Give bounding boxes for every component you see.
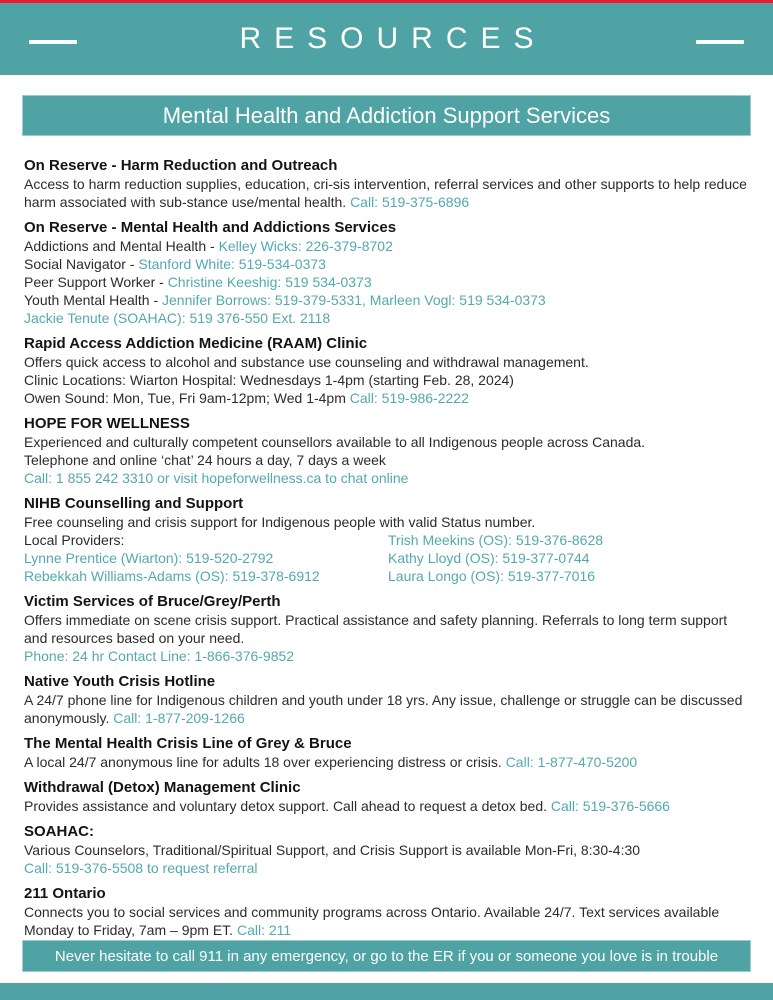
resource-section bbox=[24, 822, 748, 877]
contact-link[interactable]: Laura Longo (OS): 519-377-7016 bbox=[388, 568, 596, 584]
contact-link[interactable]: Stanford White: 519-534-0373 bbox=[138, 256, 326, 272]
header-dash-right-icon bbox=[696, 40, 744, 44]
resource-section bbox=[24, 218, 748, 327]
section-line bbox=[24, 291, 748, 309]
section-title: NIHB Counselling and Support bbox=[24, 495, 244, 512]
emergency-note-banner bbox=[22, 940, 751, 972]
section-title: 211 Ontario bbox=[24, 885, 106, 902]
contact-link[interactable]: Call: 519-986-2222 bbox=[349, 390, 469, 406]
provider-row bbox=[24, 531, 748, 549]
resource-section bbox=[24, 734, 748, 771]
body-text: Various Counselors, Traditional/Spiritual Support, and Crisis Support is available Mon-Fri, 8:30-4:30 bbox=[24, 842, 641, 858]
section-line bbox=[24, 647, 748, 665]
contact-link[interactable]: Lynne Prentice (Wiarton): 519-520-2792 bbox=[24, 550, 274, 566]
body-text: Experienced and culturally competent counsellors available to all Indigenous people across Canada. bbox=[24, 434, 646, 450]
body-text: Free counseling and crisis support for Indigenous people with valid Status number. bbox=[24, 514, 536, 530]
section-line bbox=[24, 903, 748, 938]
section-title: On Reserve - Mental Health and Addictions Services bbox=[24, 219, 397, 236]
section-line bbox=[24, 433, 748, 451]
section-banner bbox=[22, 95, 751, 136]
contact-link[interactable]: Kelley Wicks: 226-379-8702 bbox=[218, 238, 393, 254]
section-line bbox=[24, 859, 748, 877]
contact-link[interactable]: Kathy Lloyd (OS): 519-377-0744 bbox=[388, 550, 590, 566]
emergency-note-text: Never hesitate to call 911 in any emergency, or go to the ER if you or someone you love is in trouble bbox=[54, 947, 719, 965]
section-line bbox=[24, 371, 748, 389]
contact-link[interactable]: Call: 519-376-5666 bbox=[550, 798, 670, 814]
resource-section bbox=[24, 494, 748, 585]
section-title: On Reserve - Harm Reduction and Outreach bbox=[24, 157, 338, 174]
resource-section bbox=[24, 156, 748, 211]
section-line bbox=[24, 389, 748, 407]
section-banner-title: Mental Health and Addiction Support Services bbox=[162, 102, 611, 128]
section-line bbox=[24, 273, 748, 291]
section-title: Withdrawal (Detox) Management Clinic bbox=[24, 779, 301, 796]
header-band bbox=[0, 3, 773, 75]
resource-section bbox=[24, 884, 748, 938]
contact-link[interactable]: Phone: 24 hr Contact Line: 1-866-376-9852 bbox=[24, 648, 295, 664]
contact-link[interactable]: Call: 1 855 242 3310 or visit hopeforwellness.ca to chat online bbox=[24, 470, 409, 486]
body-text: Owen Sound: Mon, Tue, Fri 9am-12pm; Wed 1-4pm bbox=[24, 390, 350, 406]
section-title: Rapid Access Addiction Medicine (RAAM) Clinic bbox=[24, 335, 368, 352]
contact-link[interactable]: Call: 1-877-209-1266 bbox=[113, 710, 245, 726]
contact-link[interactable]: Rebekkah Williams-Adams (OS): 519-378-6912 bbox=[24, 568, 320, 584]
section-line bbox=[24, 353, 748, 371]
resource-section bbox=[24, 778, 748, 815]
contact-link[interactable]: Call: 519-375-6896 bbox=[350, 194, 470, 210]
resource-section bbox=[24, 414, 748, 487]
section-title: SOAHAC: bbox=[24, 823, 94, 840]
body-text: A 24/7 phone line for Indigenous children and youth under 18 yrs. Any issue, challenge or struggle can be discussed anonymously. bbox=[24, 692, 743, 726]
section-title: HOPE FOR WELLNESS bbox=[24, 415, 190, 432]
body-text: Offers immediate on scene crisis support. Practical assistance and safety planning. Referrals to long term support and resources based on your need. bbox=[24, 612, 728, 646]
section-line bbox=[24, 797, 748, 815]
body-text: Offers quick access to alcohol and substance use counseling and withdrawal management. bbox=[24, 354, 589, 370]
contact-link[interactable]: Call: 211 bbox=[236, 922, 292, 938]
section-line bbox=[24, 469, 748, 487]
body-text: Youth Mental Health - bbox=[24, 292, 163, 308]
contact-link[interactable]: Jennifer Borrows: 519-379-5331, Marleen Vogl: 519 534-0373 bbox=[162, 292, 546, 308]
body-text: Social Navigator - bbox=[24, 256, 139, 272]
sections bbox=[24, 156, 748, 938]
resource-section bbox=[24, 334, 748, 407]
body-text: Addictions and Mental Health - bbox=[24, 238, 219, 254]
section-line bbox=[24, 611, 748, 647]
body-text: Clinic Locations: Wiarton Hospital: Wednesdays 1-4pm (starting Feb. 28, 2024) bbox=[24, 372, 514, 388]
section-line bbox=[24, 841, 748, 859]
provider-row bbox=[24, 549, 748, 567]
body-text: Peer Support Worker - bbox=[24, 274, 168, 290]
page-title: RESOURCES bbox=[239, 22, 547, 55]
section-line bbox=[24, 237, 748, 255]
section-title: Victim Services of Bruce/Grey/Perth bbox=[24, 593, 281, 610]
body-text: A local 24/7 anonymous line for adults 18 over experiencing distress or crisis. bbox=[24, 754, 506, 770]
body-text: Access to harm reduction supplies, education, cri-sis intervention, referral services and other supports to help reduce harm associated with sub-stance use/mental health. bbox=[24, 176, 747, 210]
section-title: Native Youth Crisis Hotline bbox=[24, 673, 216, 690]
body-text: Provides assistance and voluntary detox support. Call ahead to request a detox bed. bbox=[24, 798, 551, 814]
resource-section bbox=[24, 672, 748, 727]
section-line bbox=[24, 175, 748, 211]
body-text: Connects you to social services and community programs across Ontario. Available 24/7. Text services available Monday to Friday, 7am – 9pm ET. bbox=[24, 904, 720, 938]
body-text: Telephone and online ‘chat’ 24 hours a day, 7 days a week bbox=[24, 452, 386, 468]
resource-section bbox=[24, 592, 748, 665]
section-line bbox=[24, 513, 748, 531]
section-line bbox=[24, 309, 748, 327]
contact-link[interactable]: Trish Meekins (OS): 519-376-8628 bbox=[388, 532, 604, 548]
contact-link[interactable]: Christine Keeshig: 519 534-0373 bbox=[167, 274, 372, 290]
header-dash-left-icon bbox=[29, 40, 77, 44]
contact-link[interactable]: Call: 1-877-470-5200 bbox=[505, 754, 638, 770]
section-line bbox=[24, 691, 748, 727]
provider-row bbox=[24, 567, 748, 585]
body-text: Local Providers: bbox=[24, 532, 125, 548]
contact-link[interactable]: Jackie Tenute (SOAHAC): 519 376-550 Ext. 2118 bbox=[24, 310, 331, 326]
section-line bbox=[24, 451, 748, 469]
section-title: The Mental Health Crisis Line of Grey & Bruce bbox=[24, 735, 352, 752]
section-line bbox=[24, 255, 748, 273]
footer-band bbox=[0, 983, 773, 1000]
section-line bbox=[24, 753, 748, 771]
contact-link[interactable]: Call: 519-376-5508 to request referral bbox=[24, 860, 258, 876]
